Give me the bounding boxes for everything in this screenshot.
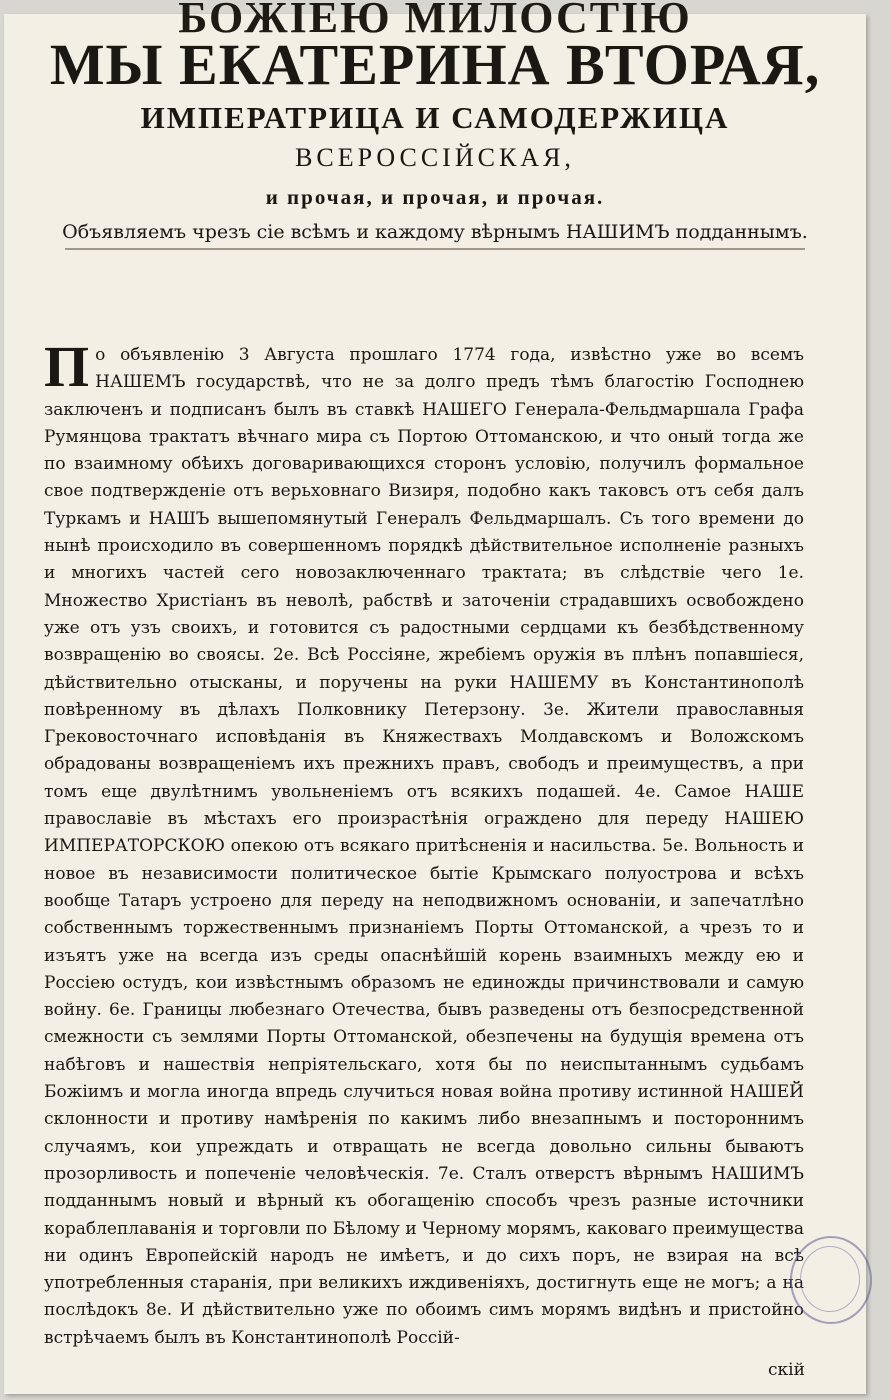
sovereign-title: ИМПЕРАТРИЦА И САМОДЕРЖИЦА [140, 100, 730, 135]
document-page [4, 0, 866, 1394]
address-line: Объявляемъ чрезъ сіе всѣмъ и каждому вѣрнымъ НАШИМЪ подданнымъ. [62, 221, 808, 243]
manifesto-body [44, 334, 804, 1352]
divider [65, 248, 805, 250]
sovereign-name: МЫ ЕКАТЕРИНА ВТОРАЯ, [49, 32, 821, 97]
drop-cap: П [44, 334, 90, 399]
header-top-line: БОЖІЕЮ МИЛОСТІЮ [178, 0, 692, 42]
etc-line: и прочая, и прочая, и прочая. [265, 185, 605, 209]
body-paragraph: о объявленію 3 Августа прошлаго 1774 года, извѣстно уже во всемъ НАШЕМЪ государствѣ, что не за долго предъ тѣмъ благостію Господнею заключенъ и подписанъ былъ въ ставкѣ НАШЕГО Генерала-Фельдмаршала Графа Румянцова трактатъ вѣчнаго мира съ Портою Оттоманскою, и что оный тогда же по взаимному обѣихъ договаривающихся сторонъ условію, получилъ формальное свое подтвержденіе отъ верьховнаго Визиря, подобно какъ таковсъ отъ себя далъ Туркамъ и НАШЪ вышепомянутый Генералъ Фельдмаршалъ. Съ того времени до нынѣ происходило въ совершенномъ порядкѣ дѣйствительное исполненіе разныхъ и многихъ частей сего новозаключеннаго трактата; въ слѣдствіе чего 1е. Множество Христіанъ въ неволѣ, рабствѣ и заточеніи страдавшихъ освобождено уже отъ узъ своихъ, и готовится съ радостными сердцами къ безбѣдственному возвращенію во своясы. 2е. Всѣ Россіяне, жребіемъ оружія въ плѣнъ попавшіеся, дѣйствительно отысканы, и поручены на руки НАШЕМУ въ Константинополѣ повѣренному въ дѣлахъ Полковнику Петерзону. 3е. Жители православныя Грековосточнаго исповѣданія въ Княжествахъ Молдавскомъ и Воложскомъ обрадованы возвращеніемъ ихъ прежнихъ правъ, свободъ и преимуществъ, а при томъ еще двулѣтнимъ увольненіемъ отъ всякихъ подашей. 4е. Самое НАШЕ православіе въ мѣстахъ его произрастѣнія ограждено для переду НАШЕЮ ИМПЕРАТОРСКОЮ опекою отъ всякаго притѣсненія и насильства. 5е. Вольность и новое въ независимости политическое бытіе Крымскаго полуострова и всѣхъ вообще Татаръ устроено для переду на неподвижномъ основаніи, и запечатлѣно собственнымъ торжественнымъ признаніемъ Порты Оттоманской, а чрезъ то и изъятъ уже на всегда изъ среды опаснѣйшій корень взаимныхъ между ею и Россіею остудъ, кои извѣстнымъ образомъ не единожды причинствовали и самую войну. 6е. Границы любезнаго Отечества, бывъ разведены отъ безпосредственной смежности съ землями Порты Оттоманской, обезпечены на будущія времена отъ набѣговъ и нашествія непріятельскаго, хотя бы по неиспытаннымъ судьбамъ Божіимъ и могла иногда впредь случиться новая война противу истинной НАШЕЙ склонности и противу намѣренія по какимъ либо внезапнымъ и постороннимъ случаямъ, кои упреждать и отвращать не всегда довольно сильны бываютъ прозорливость и попеченіе человѣческія. 7е. Сталъ отверстъ вѣрнымъ НАШИМЪ подданнымъ новый и вѣрный къ обогащенію способъ чрезъ разные источники кораблеплаванія и торговли по Бѣлому и Черному морямъ, каковаго преимущества ни одинъ Европейскій народъ не имѣетъ, и до сихъ поръ, не взирая на всѣ употребленныя старанія, при великихъ иждивеніяхъ, достигнуть еще не могъ; а на послѣдокъ 8е. И дѣйствительно уже по обоимъ симъ морямъ видѣнъ и пристойно встрѣчаемъ былъ въ Константинополѣ Россій- [44, 345, 804, 1348]
realm-title: ВСЕРОССІЙСКАЯ, [295, 143, 575, 172]
library-stamp [790, 1236, 872, 1324]
catchword: скій [768, 1360, 805, 1380]
